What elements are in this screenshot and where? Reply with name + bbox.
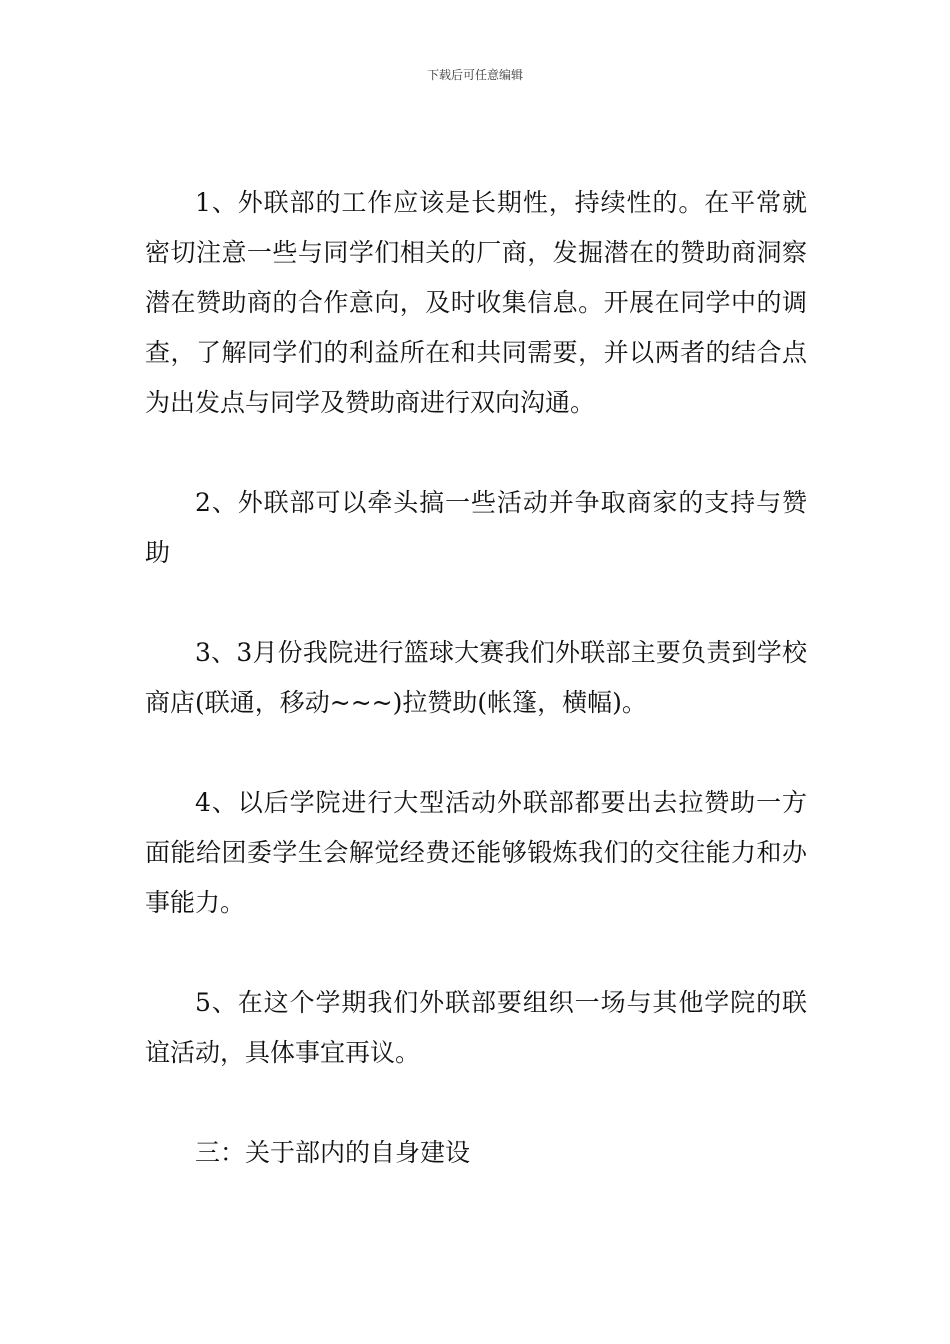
paragraph-item-4: 4、以后学院进行大型活动外联部都要出去拉赞助一方面能给团委学生会解觉经费还能够锻炼我们的交往能力和办事能力。	[145, 788, 807, 917]
document-body	[145, 178, 807, 1178]
paragraph-item-1: 1、外联部的工作应该是长期性，持续性的。在平常就密切注意一些与同学们相关的厂商，发掘潜在的赞助商洞察潜在赞助商的合作意向，及时收集信息。开展在同学中的调查，了解同学们的利益所在和共同需要，并以两者的结合点为出发点与同学及赞助商进行双向沟通。	[145, 188, 807, 417]
section-heading: 三：关于部内的自身建设	[195, 1138, 471, 1167]
paragraph-item-3: 3、3月份我院进行篮球大赛我们外联部主要负责到学校商店(联通，移动~~~)拉赞助(帐篷，横幅)。	[145, 638, 807, 717]
page-header-note: 下载后可任意编辑	[426, 68, 523, 82]
paragraph-item-5: 5、在这个学期我们外联部要组织一场与其他学院的联谊活动，具体事宜再议。	[145, 988, 807, 1067]
paragraph-item-2: 2、外联部可以牵头搞一些活动并争取商家的支持与赞助	[145, 488, 807, 567]
